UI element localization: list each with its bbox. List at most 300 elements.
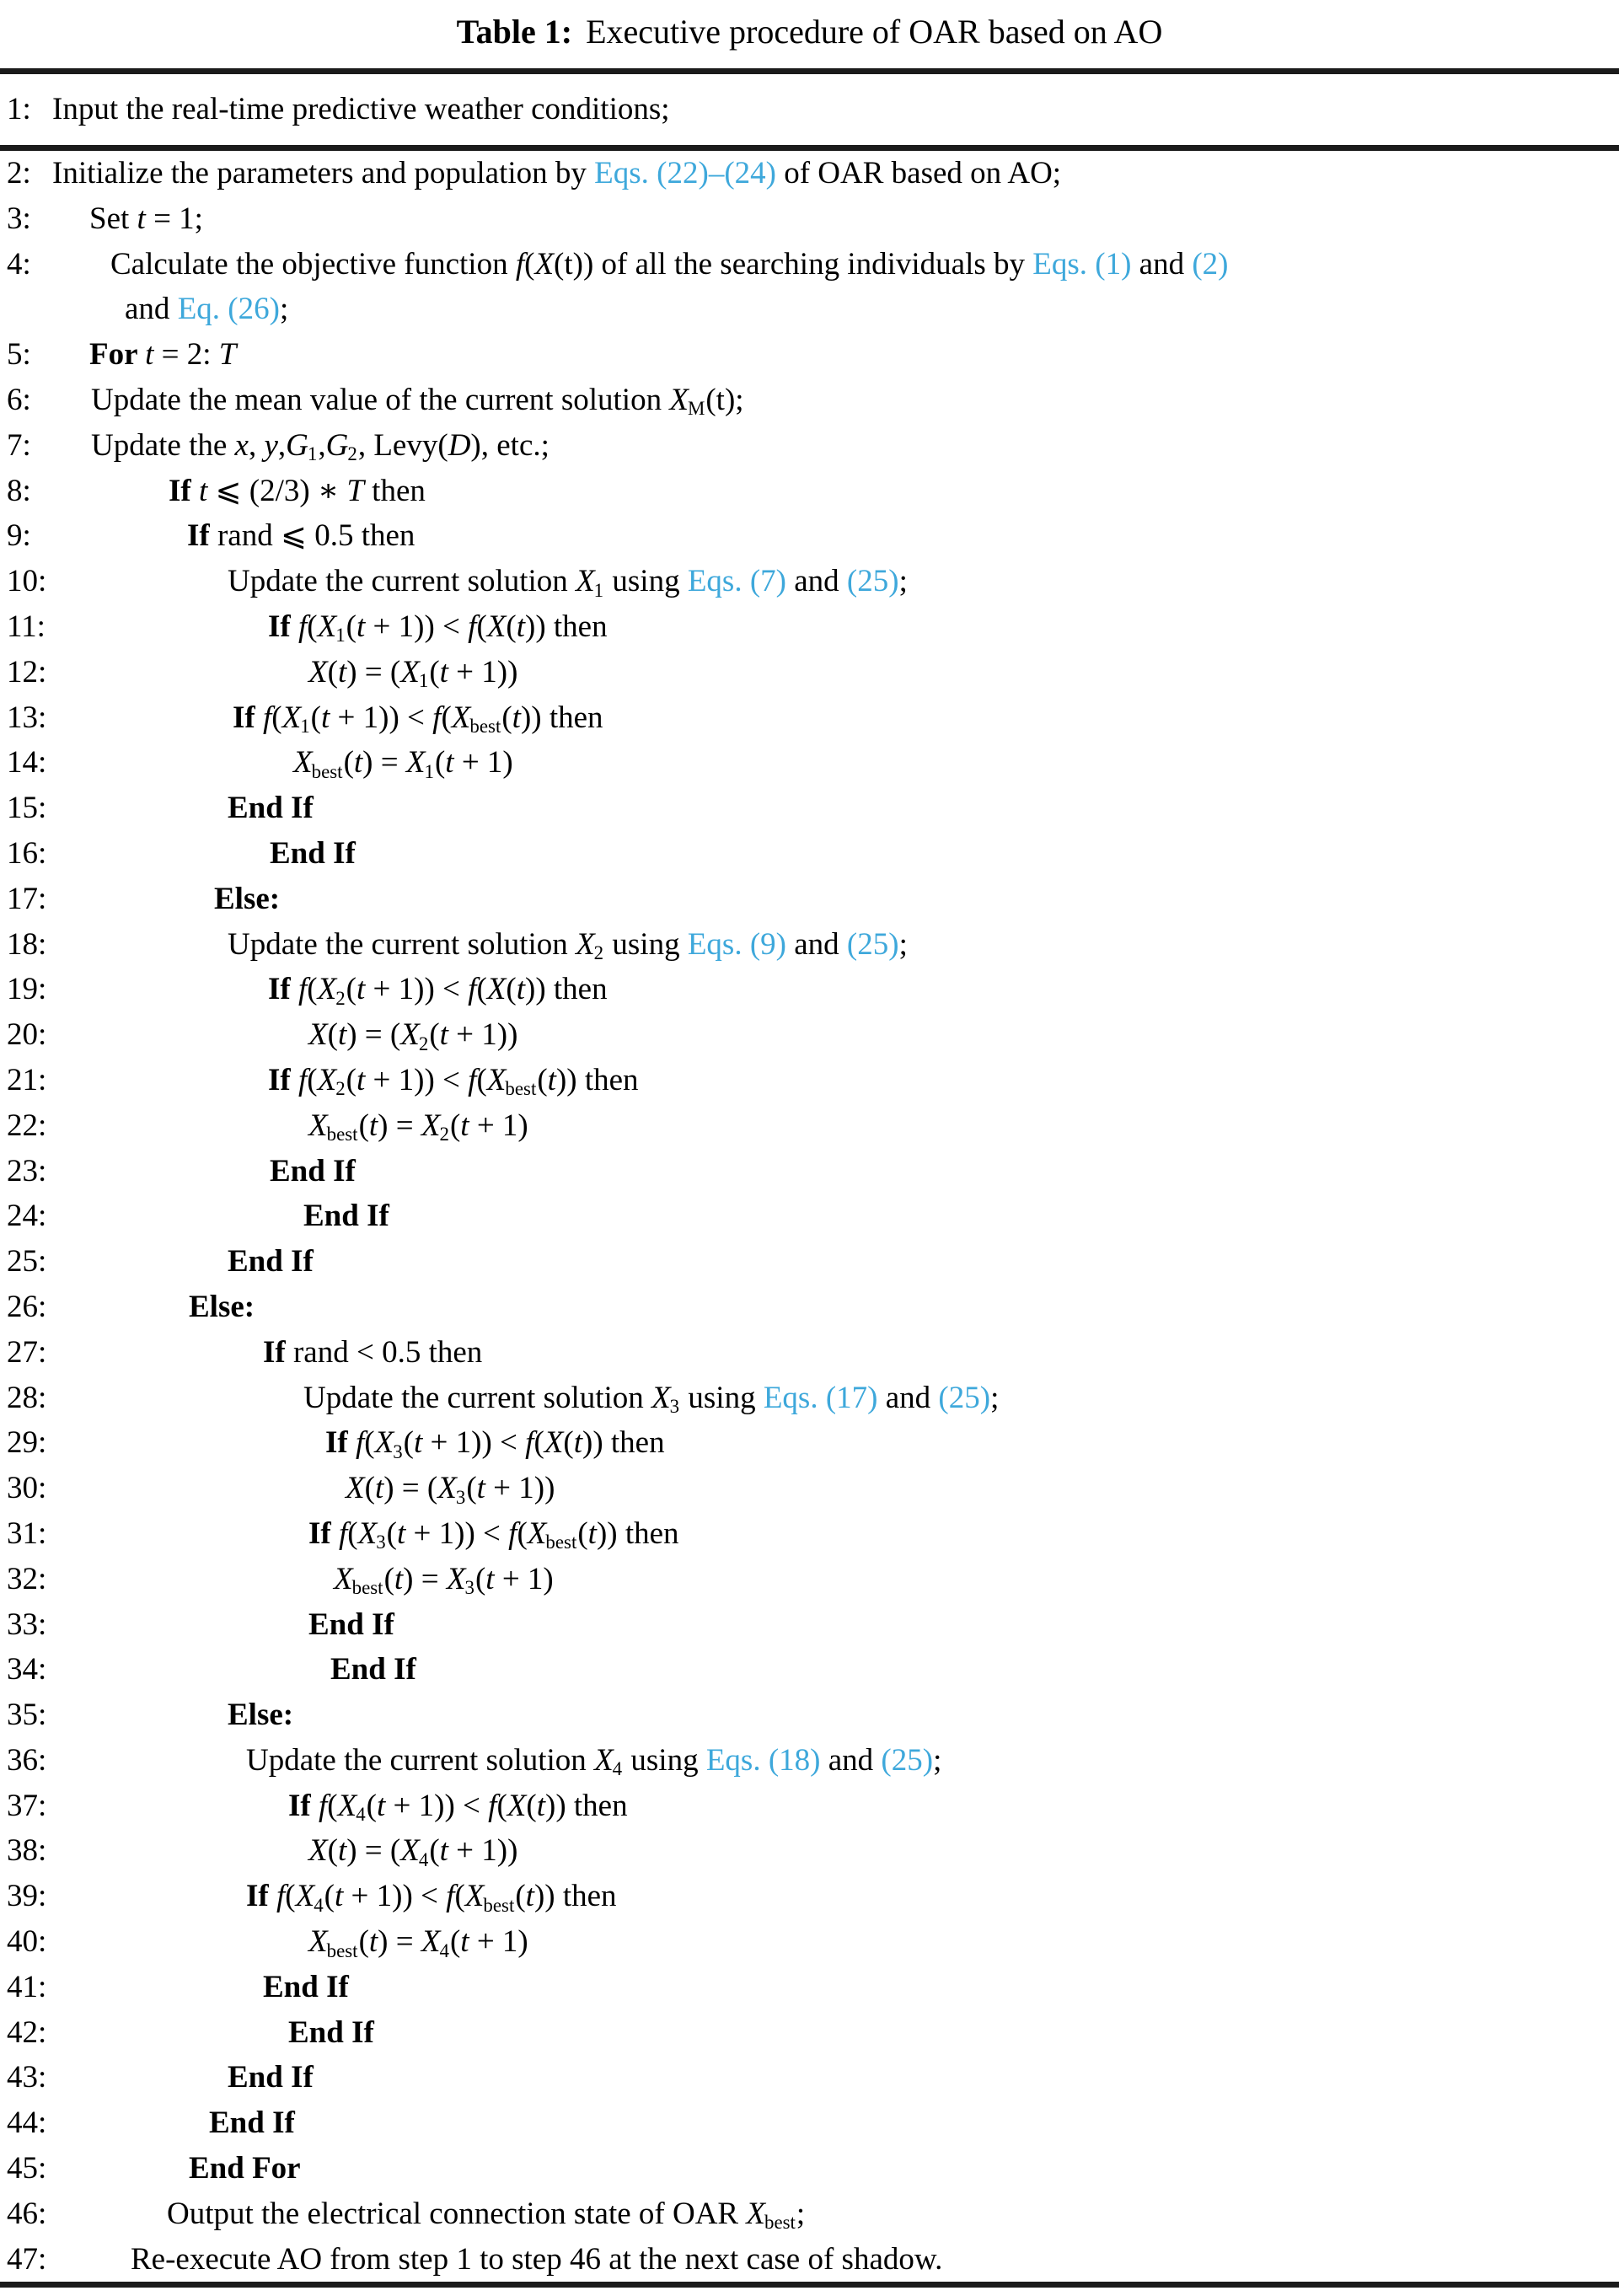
- text-segment: f: [468, 609, 477, 644]
- text-segment: If: [288, 1788, 319, 1823]
- text-segment: t: [335, 1879, 344, 1914]
- text-segment: (: [366, 1788, 377, 1823]
- text-segment: t: [460, 1108, 469, 1143]
- text-segment: t: [439, 654, 448, 689]
- line-number: 26:: [7, 1289, 47, 1324]
- text-segment: best: [326, 1124, 358, 1145]
- algorithm-line: [0, 2055, 1619, 2100]
- text-segment: 2: [335, 987, 346, 1009]
- line-content: [270, 831, 356, 877]
- text-segment: (: [496, 1788, 507, 1823]
- line-number: 3:: [7, 201, 31, 236]
- line-number: 46:: [7, 2196, 47, 2231]
- text-segment: End If: [303, 1199, 389, 1234]
- text-segment: (: [517, 1515, 528, 1551]
- equation-link[interactable]: (25): [938, 1380, 991, 1415]
- text-segment: X: [746, 2196, 765, 2231]
- text-segment: + 1)) <: [365, 609, 469, 644]
- algorithm-line: [0, 1149, 1619, 1194]
- line-content: [52, 151, 1061, 196]
- table-body: [0, 151, 1619, 2282]
- text-segment: ) =: [378, 1108, 421, 1143]
- line-number: 5:: [7, 337, 31, 373]
- algorithm-line: [0, 151, 1619, 196]
- text-segment: (: [271, 700, 282, 735]
- text-segment: best: [326, 1939, 358, 1961]
- table-title-text: Executive procedure of OAR based on AO: [586, 13, 1163, 51]
- text-segment: X: [446, 1561, 466, 1596]
- text-segment: End If: [288, 2014, 374, 2050]
- text-segment: X: [534, 246, 555, 282]
- text-segment: Update the: [91, 427, 235, 463]
- text-segment: End If: [270, 835, 356, 871]
- text-segment: Update the current solution: [228, 926, 576, 962]
- text-segment: using: [604, 926, 688, 962]
- line-number: 4:: [7, 246, 31, 282]
- equation-link[interactable]: Eqs. (9): [687, 926, 786, 962]
- text-segment: t: [353, 745, 363, 781]
- text-segment: 4: [439, 1939, 449, 1961]
- text-segment: 2: [335, 1078, 346, 1100]
- line-number: 10:: [7, 564, 47, 599]
- equation-link[interactable]: Eqs. (1): [1032, 246, 1132, 282]
- text-segment: X: [374, 1425, 394, 1461]
- text-segment: X: [337, 1788, 357, 1823]
- text-segment: f: [468, 1062, 477, 1097]
- text-segment: Else:: [189, 1289, 255, 1324]
- table-head-row: [0, 74, 1619, 145]
- algorithm-line: [0, 2146, 1619, 2191]
- line-number: 14:: [7, 745, 47, 781]
- text-segment: (: [358, 1924, 369, 1960]
- text-segment: X: [308, 1833, 328, 1869]
- text-segment: t: [525, 1879, 534, 1914]
- text-segment: Update the current solution: [228, 564, 576, 599]
- text-segment: 2: [347, 443, 357, 465]
- text-segment: + 1)): [448, 1833, 518, 1869]
- algorithm-line: [0, 877, 1619, 922]
- text-segment: (: [343, 745, 354, 781]
- algorithm-line: [0, 604, 1619, 650]
- line-number: 23:: [7, 1153, 47, 1188]
- text-segment: (: [403, 1425, 414, 1461]
- text-segment: )) then: [520, 700, 603, 735]
- line-number: 19:: [7, 972, 47, 1007]
- text-segment: f: [508, 1515, 517, 1551]
- line-content: [187, 513, 415, 559]
- algorithm-line: [0, 831, 1619, 877]
- algorithm-line: [0, 2191, 1619, 2237]
- line-content: [189, 2146, 301, 2191]
- text-segment: (: [526, 1788, 537, 1823]
- algorithm-line: [0, 1965, 1619, 2010]
- text-segment: X: [317, 1062, 337, 1097]
- text-segment: (t);: [705, 382, 744, 417]
- text-segment: + 1)) <: [343, 1879, 447, 1914]
- text-segment: f: [276, 1879, 286, 1914]
- text-segment: ;: [990, 1380, 1000, 1415]
- text-segment: t: [357, 1062, 366, 1097]
- line-content: [214, 877, 280, 922]
- text-segment: t: [377, 1788, 386, 1823]
- text-segment: = 1;: [145, 201, 203, 236]
- text-segment: (: [434, 745, 446, 781]
- text-segment: best: [351, 1577, 383, 1599]
- line-content: [89, 196, 203, 242]
- text-segment: G: [286, 427, 308, 463]
- text-segment: X: [594, 1742, 614, 1778]
- text-segment: X: [437, 1471, 457, 1506]
- text-segment: )) then: [533, 1879, 617, 1914]
- text-segment: X: [486, 1062, 507, 1097]
- algorithm-line: [0, 786, 1619, 831]
- algorithm-line: [0, 378, 1619, 423]
- text-segment: (: [537, 1062, 548, 1097]
- line-content: [125, 287, 288, 332]
- text-segment: f: [515, 246, 525, 282]
- text-segment: X: [405, 745, 426, 781]
- text-segment: End For: [189, 2151, 301, 2186]
- line-number: 34:: [7, 1652, 47, 1687]
- line-number: 16:: [7, 835, 47, 871]
- algorithm-line: [0, 513, 1619, 559]
- algorithm-line: [0, 1511, 1619, 1557]
- line-content: [263, 1965, 349, 2010]
- text-segment: + 1): [494, 1561, 554, 1596]
- text-segment: rand < 0.5 then: [292, 1334, 483, 1370]
- equation-link[interactable]: (25): [846, 564, 899, 599]
- algorithm-line: [0, 1420, 1619, 1466]
- line-number: 30:: [7, 1471, 47, 1506]
- text-segment: , Levy(: [357, 427, 448, 463]
- text-segment: (: [476, 1062, 487, 1097]
- text-segment: 1: [593, 579, 604, 601]
- text-segment: End If: [228, 2060, 314, 2095]
- text-segment: )) then: [596, 1515, 679, 1551]
- text-segment: f: [488, 1788, 497, 1823]
- text-segment: (: [310, 700, 321, 735]
- line-number: 2:: [7, 156, 31, 190]
- text-segment: (: [429, 1833, 440, 1869]
- line-number: 20:: [7, 1017, 47, 1053]
- text-segment: t: [198, 473, 208, 508]
- text-segment: + 1)): [485, 1471, 555, 1506]
- algorithm-line: [0, 1784, 1619, 1829]
- text-segment: of OAR based on AO;: [775, 156, 1062, 190]
- text-segment: rand ⩽ 0.5 then: [217, 518, 415, 554]
- text-segment: X: [527, 1515, 547, 1551]
- text-segment: 1: [307, 443, 318, 465]
- algorithm-line: [0, 2010, 1619, 2056]
- line-number: 28:: [7, 1380, 47, 1415]
- equation-link[interactable]: (2): [1192, 246, 1229, 282]
- line-content: [270, 1149, 356, 1194]
- line-number: 17:: [7, 881, 47, 916]
- algorithm-line: [0, 1919, 1619, 1965]
- text-segment: best: [545, 1532, 577, 1553]
- text-segment: (: [347, 1515, 358, 1551]
- equation-link[interactable]: Eqs. (17): [763, 1380, 878, 1415]
- top-rule: [0, 68, 1619, 74]
- text-segment: t: [445, 745, 454, 781]
- algorithm-line: [0, 1647, 1619, 1692]
- text-segment: t: [357, 609, 366, 644]
- algorithm-line: [0, 922, 1619, 968]
- text-segment: Re-execute AO from step 1 to step 46 at the next case of shadow.: [131, 2241, 943, 2277]
- text-segment: t: [439, 1833, 448, 1869]
- algorithm-line: [0, 1738, 1619, 1784]
- text-segment: t: [145, 337, 154, 373]
- text-segment: t: [587, 1515, 597, 1551]
- text-segment: ,: [318, 427, 326, 463]
- text-segment: (: [524, 246, 535, 282]
- line-number: 38:: [7, 1833, 47, 1869]
- text-segment: f: [298, 609, 308, 644]
- text-segment: and: [785, 926, 847, 962]
- text-segment: (: [307, 1062, 318, 1097]
- text-segment: + 1)): [448, 1017, 518, 1053]
- text-segment: (: [346, 972, 357, 1007]
- line-number: 15:: [7, 791, 47, 826]
- text-segment: X: [357, 1515, 378, 1551]
- line-number: 9:: [7, 518, 31, 554]
- line-number: 13:: [7, 700, 47, 735]
- text-segment: X: [651, 1380, 671, 1415]
- text-segment: X: [669, 382, 689, 417]
- text-segment: For: [89, 337, 146, 373]
- text-segment: (: [307, 972, 318, 1007]
- algorithm-line: [0, 242, 1619, 287]
- equation-link[interactable]: (25): [881, 1742, 934, 1778]
- algorithm-line: [0, 196, 1619, 242]
- line-number: 18:: [7, 926, 47, 962]
- algorithm-line: [0, 1692, 1619, 1738]
- text-segment: (: [327, 1788, 338, 1823]
- text-segment: 4: [356, 1804, 366, 1826]
- text-segment: t: [374, 1471, 384, 1506]
- line-number: 21:: [7, 1062, 47, 1097]
- line-number: 1:: [7, 92, 31, 126]
- algorithm-line: [0, 469, 1619, 514]
- text-segment: X: [400, 654, 420, 689]
- algorithm-line: [0, 1012, 1619, 1058]
- text-segment: t: [337, 654, 347, 689]
- text-segment: ;: [898, 926, 908, 962]
- text-segment: Set: [89, 201, 137, 236]
- line-content: [131, 2237, 942, 2283]
- text-segment: (t)) of all the searching individuals by: [554, 246, 1033, 282]
- line-content: [89, 332, 236, 378]
- text-segment: If: [246, 1879, 276, 1914]
- text-segment: Else:: [214, 881, 281, 916]
- line-number: 6:: [7, 382, 31, 417]
- table-label: Table 1:: [456, 13, 573, 51]
- text-segment: 1: [335, 625, 346, 646]
- text-segment: Initialize the parameters and population by: [52, 156, 595, 190]
- line-content: [228, 1692, 293, 1738]
- text-segment: t: [368, 1924, 378, 1960]
- text-segment: = 2:: [153, 337, 219, 373]
- text-segment: T: [218, 337, 237, 373]
- text-segment: (: [383, 1561, 394, 1596]
- equation-link[interactable]: Eq. (26): [177, 292, 280, 327]
- text-segment: X: [281, 700, 302, 735]
- line-content: [110, 242, 1229, 287]
- text-segment: X: [421, 1108, 441, 1143]
- algorithm-line: [0, 695, 1619, 741]
- text-segment: then: [363, 473, 426, 508]
- text-segment: f: [525, 1425, 534, 1461]
- text-segment: If: [268, 609, 298, 644]
- line-number: 33:: [7, 1607, 47, 1642]
- text-segment: + 1)) <: [422, 1425, 526, 1461]
- text-segment: 3: [455, 1486, 466, 1508]
- text-segment: X: [317, 972, 337, 1007]
- line-number: 37:: [7, 1788, 47, 1823]
- text-segment: t: [439, 1017, 448, 1053]
- text-segment: End If: [330, 1652, 416, 1687]
- text-segment: f: [355, 1425, 365, 1461]
- text-segment: t: [321, 700, 330, 735]
- text-segment: t: [512, 700, 521, 735]
- line-content: [209, 2100, 295, 2146]
- text-segment: 2: [439, 1124, 449, 1145]
- text-segment: ) =: [403, 1561, 447, 1596]
- text-segment: ) = (: [383, 1471, 438, 1506]
- text-segment: ) =: [362, 745, 406, 781]
- text-segment: (: [364, 1425, 375, 1461]
- text-segment: If: [233, 700, 263, 735]
- equation-link[interactable]: (25): [846, 926, 899, 962]
- text-segment: X: [295, 1879, 315, 1914]
- text-segment: If: [268, 972, 298, 1007]
- text-segment: using: [623, 1742, 706, 1778]
- text-segment: + 1)) <: [405, 1515, 509, 1551]
- text-segment: End If: [228, 791, 314, 826]
- text-segment: + 1): [469, 1108, 528, 1143]
- equation-link[interactable]: Eqs. (22)–(24): [594, 156, 776, 190]
- line-content: [330, 1647, 416, 1692]
- text-segment: t: [516, 972, 525, 1007]
- text-segment: best: [469, 715, 501, 737]
- text-segment: t: [460, 1924, 469, 1960]
- text-segment: best: [764, 2212, 796, 2234]
- text-segment: + 1)) <: [365, 972, 469, 1007]
- line-content: [189, 1285, 255, 1330]
- text-segment: t: [337, 1833, 347, 1869]
- text-segment: D: [448, 427, 471, 463]
- text-segment: best: [483, 1894, 515, 1916]
- text-segment: t: [357, 972, 366, 1007]
- text-segment: X: [293, 745, 313, 781]
- text-segment: (: [454, 1879, 465, 1914]
- text-segment: X: [308, 1108, 328, 1143]
- text-segment: X: [576, 926, 595, 962]
- algorithm-line: [0, 1602, 1619, 1648]
- line-number: 40:: [7, 1924, 47, 1960]
- text-segment: (: [577, 1515, 588, 1551]
- line-number: 35:: [7, 1698, 47, 1733]
- text-segment: 4: [418, 1848, 429, 1870]
- text-segment: t: [573, 1425, 582, 1461]
- text-segment: X: [486, 609, 507, 644]
- text-segment: and: [125, 292, 178, 327]
- text-segment: X: [400, 1017, 420, 1053]
- text-segment: ,: [248, 427, 265, 463]
- text-segment: 3: [669, 1395, 680, 1417]
- text-segment: t: [137, 201, 146, 236]
- text-segment: )) then: [525, 609, 608, 644]
- text-segment: ,: [277, 427, 287, 463]
- text-segment: (: [364, 1471, 375, 1506]
- text-segment: ⩽ (2/3) ∗: [207, 473, 347, 508]
- text-segment: If: [169, 473, 199, 508]
- text-segment: t: [394, 1561, 404, 1596]
- text-segment: ;: [933, 1742, 942, 1778]
- text-segment: 3: [376, 1532, 386, 1553]
- algorithm-line: [0, 1874, 1619, 1919]
- text-segment: ;: [796, 2196, 806, 2231]
- algorithm-line: [0, 1103, 1619, 1149]
- algorithm-line: [0, 740, 1619, 786]
- text-segment: (: [324, 1879, 335, 1914]
- algorithm-line: [0, 1557, 1619, 1602]
- algorithm-line: [0, 2100, 1619, 2146]
- equation-link[interactable]: Eqs. (7): [687, 564, 786, 599]
- text-segment: 4: [612, 1758, 623, 1780]
- text-segment: M: [687, 398, 705, 420]
- line-number: 39:: [7, 1879, 47, 1914]
- text-segment: If: [308, 1515, 339, 1551]
- text-segment: )) then: [525, 972, 608, 1007]
- text-segment: Calculate the objective function: [110, 246, 516, 282]
- text-segment: (: [506, 609, 517, 644]
- algorithm-line: [0, 1828, 1619, 1874]
- text-segment: t: [368, 1108, 378, 1143]
- line-number: 32:: [7, 1561, 47, 1596]
- text-segment: X: [451, 700, 471, 735]
- text-segment: t: [337, 1017, 347, 1053]
- line-number: 44:: [7, 2106, 47, 2141]
- line-content: [308, 1602, 394, 1648]
- line-content: [228, 786, 314, 831]
- line-number: 27:: [7, 1334, 47, 1370]
- line-content: [288, 2010, 374, 2056]
- text-segment: X: [346, 1471, 365, 1506]
- text-segment: (: [466, 1471, 477, 1506]
- equation-link[interactable]: Eqs. (18): [705, 1742, 821, 1778]
- algorithm-line: [0, 1376, 1619, 1421]
- line-content: [169, 469, 426, 514]
- text-segment: )) then: [545, 1788, 628, 1823]
- text-segment: (: [429, 1017, 440, 1053]
- text-segment: f: [318, 1788, 328, 1823]
- text-segment: (: [476, 972, 487, 1007]
- text-segment: X: [317, 609, 337, 644]
- text-segment: Output the electrical connection state of OAR: [167, 2196, 747, 2231]
- text-segment: End If: [308, 1607, 394, 1642]
- text-segment: X: [334, 1561, 353, 1596]
- algorithm-line: [0, 1239, 1619, 1285]
- text-segment: (: [285, 1879, 296, 1914]
- line-number: 25:: [7, 1244, 47, 1279]
- algorithm-line: [0, 1466, 1619, 1511]
- text-segment: y: [264, 427, 278, 463]
- text-segment: ) =: [378, 1924, 421, 1960]
- text-segment: Update the current solution: [303, 1380, 652, 1415]
- text-segment: ;: [898, 564, 908, 599]
- text-segment: best: [311, 760, 343, 782]
